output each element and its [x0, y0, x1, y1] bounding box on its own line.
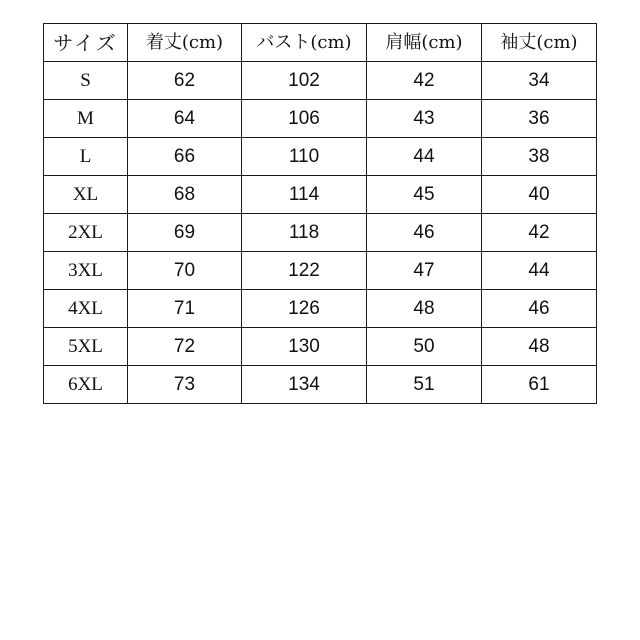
- length-cell: 73: [128, 366, 242, 404]
- shoulder-cell: 51: [367, 366, 482, 404]
- shoulder-cell: 42: [367, 62, 482, 100]
- table-row: [44, 214, 597, 252]
- shoulder-cell: 47: [367, 252, 482, 290]
- table-row: [44, 138, 597, 176]
- table-row: [44, 176, 597, 214]
- bust-cell: 118: [242, 214, 367, 252]
- table-row: [44, 252, 597, 290]
- shoulder-cell: 44: [367, 138, 482, 176]
- size-cell: 3XL: [44, 252, 128, 290]
- table-row: [44, 290, 597, 328]
- shoulder-cell: 46: [367, 214, 482, 252]
- size-cell: 5XL: [44, 328, 128, 366]
- length-cell: 70: [128, 252, 242, 290]
- bust-cell: 106: [242, 100, 367, 138]
- table-row: [44, 100, 597, 138]
- size-cell: S: [44, 62, 128, 100]
- length-cell: 62: [128, 62, 242, 100]
- size-chart-body: [44, 24, 597, 404]
- size-cell: M: [44, 100, 128, 138]
- length-cell: 64: [128, 100, 242, 138]
- header-sleeve: 袖丈(cm): [482, 24, 597, 62]
- bust-cell: 130: [242, 328, 367, 366]
- shoulder-cell: 48: [367, 290, 482, 328]
- header-size: サイズ: [44, 24, 128, 62]
- length-cell: 71: [128, 290, 242, 328]
- bust-cell: 126: [242, 290, 367, 328]
- table-row: [44, 328, 597, 366]
- length-cell: 68: [128, 176, 242, 214]
- sleeve-cell: 40: [482, 176, 597, 214]
- sleeve-cell: 38: [482, 138, 597, 176]
- sleeve-cell: 46: [482, 290, 597, 328]
- size-cell: 2XL: [44, 214, 128, 252]
- length-cell: 66: [128, 138, 242, 176]
- header-row: [44, 24, 597, 62]
- shoulder-cell: 45: [367, 176, 482, 214]
- length-cell: 72: [128, 328, 242, 366]
- sleeve-cell: 42: [482, 214, 597, 252]
- table-row: [44, 366, 597, 404]
- sleeve-cell: 36: [482, 100, 597, 138]
- sleeve-cell: 34: [482, 62, 597, 100]
- table-row: [44, 62, 597, 100]
- length-cell: 69: [128, 214, 242, 252]
- bust-cell: 122: [242, 252, 367, 290]
- sleeve-cell: 48: [482, 328, 597, 366]
- size-cell: 6XL: [44, 366, 128, 404]
- size-chart-table: [43, 23, 597, 404]
- sleeve-cell: 61: [482, 366, 597, 404]
- bust-cell: 134: [242, 366, 367, 404]
- bust-cell: 110: [242, 138, 367, 176]
- size-cell: XL: [44, 176, 128, 214]
- header-length: 着丈(cm): [128, 24, 242, 62]
- shoulder-cell: 43: [367, 100, 482, 138]
- bust-cell: 102: [242, 62, 367, 100]
- sleeve-cell: 44: [482, 252, 597, 290]
- header-shoulder: 肩幅(cm): [367, 24, 482, 62]
- size-cell: L: [44, 138, 128, 176]
- size-cell: 4XL: [44, 290, 128, 328]
- header-bust: バスト(cm): [242, 24, 367, 62]
- shoulder-cell: 50: [367, 328, 482, 366]
- bust-cell: 114: [242, 176, 367, 214]
